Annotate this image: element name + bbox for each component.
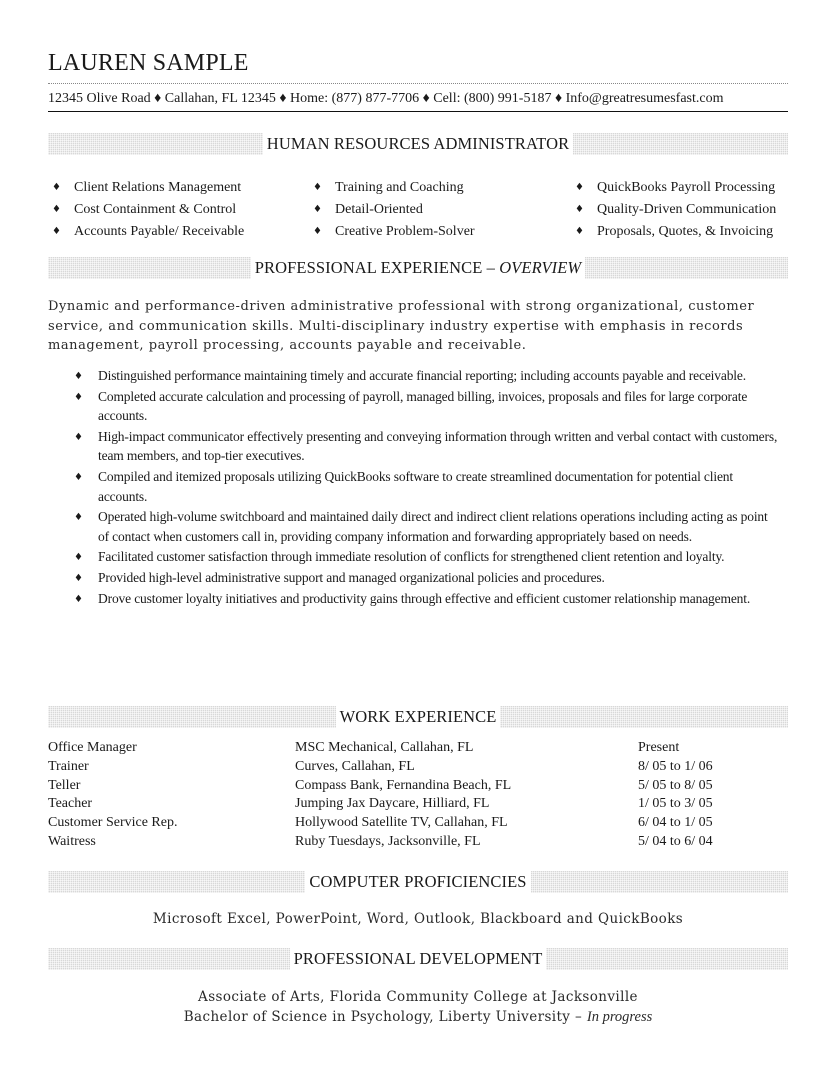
diamond-bullet-icon: ♦ [575,182,584,193]
section-bar-computer [48,871,788,893]
table-row [48,814,788,833]
bullet-text: Drove customer loyalty initiatives and productivity gains through effective and efficient customer relationship management. [98,590,751,606]
skill-item [571,177,821,199]
diamond-bullet-icon: ♦ [74,593,83,605]
diamond-bullet-icon: ♦ [575,204,584,215]
employer: Jumping Jax Daycare, Hilliard, FL [295,796,490,812]
skill-item [48,221,298,243]
candidate-name: LAUREN SAMPLE [48,50,249,76]
table-row [48,758,788,777]
job-title: Teller [48,777,81,793]
dates: 5/ 05 to 8/ 05 [638,777,713,793]
name-divider [48,83,788,84]
contact-line: 12345 Olive Road ♦ Callahan, FL 12345 ♦ Home: (877) 877-7706 ♦ Cell: (800) 991-5187 ♦ Info@greatresumesfast.com [48,91,724,106]
job-title: Waitress [48,833,96,849]
list-item [74,427,778,466]
skill-label: Detail-Oriented [335,202,423,217]
education-status: In progress [586,1009,653,1025]
overview-paragraph: Dynamic and performance-driven administrative professional with strong organizational, customer service, and communication skills. Multi-disciplinary industry expertise with emphasis in records management, payroll processing, accounts payable and receivable. [48,299,755,353]
skill-item [571,221,821,243]
diamond-bullet-icon: ♦ [575,226,584,237]
dates: 6/ 04 to 1/ 05 [638,815,713,831]
bullet-text: Compiled and itemized proposals utilizing QuickBooks software to create streamlined documentation for potential client accounts. [98,468,734,504]
skill-item [309,221,559,243]
bullet-text: High-impact communicator effectively presenting and conveying information through written and verbal contact with customers, team members, and top-tier executives. [98,428,778,464]
employer: Ruby Tuesdays, Jacksonville, FL [295,833,481,849]
dates: Present [638,740,680,755]
skill-item [309,177,559,199]
overview-bullet-list [74,366,778,609]
table-row [48,739,788,758]
skill-label: Proposals, Quotes, & Invoicing [597,224,774,239]
bullet-text: Completed accurate calculation and processing of payroll, managed billing, invoices, proposals and files for large corporate accounts. [98,388,748,424]
list-item [74,467,778,506]
bullet-text: Facilitated customer satisfaction through immediate resolution of conflicts for strengthened client retention and loyalty. [98,549,725,565]
section-heading-overview [251,257,586,279]
skill-item [571,199,821,221]
job-title: Customer Service Rep. [48,815,178,831]
skills-column-3 [571,177,821,243]
overview-heading-italic: OVERVIEW [499,258,582,277]
bullet-text: Operated high-volume switchboard and maintained daily direct and indirect client relations operations including acting as point of contact when customers call in, providing company information and forwarding appropriately based on needs. [98,509,768,544]
skill-label: Cost Containment & Control [74,202,237,217]
skill-item [48,177,298,199]
bullet-text: Distinguished performance maintaining timely and accurate financial reporting; including accounts payable and receivable. [98,368,746,383]
diamond-bullet-icon: ♦ [74,431,83,443]
list-item [74,568,778,588]
section-bar-development [48,948,788,970]
diamond-bullet-icon: ♦ [52,182,61,193]
dates: 1/ 05 to 3/ 05 [638,796,713,812]
skill-label: Quality-Driven Communication [597,202,777,217]
list-item [74,547,778,567]
education-line-1: Associate of Arts, Florida Community College at Jacksonville [198,989,638,1005]
section-heading-development: PROFESSIONAL DEVELOPMENT [290,948,547,970]
section-bar-work [48,706,788,728]
education-line-2 [48,1009,788,1026]
diamond-bullet-icon: ♦ [313,182,322,193]
list-item [74,589,778,609]
contact-divider [48,111,788,112]
computer-skills-line: Microsoft Excel, PowerPoint, Word, Outlook, Blackboard and QuickBooks [152,911,684,927]
skill-label: Training and Coaching [335,180,464,195]
bullet-text: Provided high-level administrative support and managed organizational policies and procedures. [98,569,605,585]
skill-label: Creative Problem-Solver [335,224,475,239]
table-row [48,777,788,796]
job-title: Trainer [48,758,89,774]
diamond-bullet-icon: ♦ [74,371,83,382]
skill-label: QuickBooks Payroll Processing [597,180,776,195]
job-title: Teacher [48,796,93,812]
diamond-bullet-icon: ♦ [52,204,61,215]
list-item [74,366,778,386]
job-title: Office Manager [48,740,137,755]
skill-item [48,199,298,221]
work-experience-table [48,739,788,852]
diamond-bullet-icon: ♦ [313,226,322,237]
dates: 8/ 05 to 1/ 06 [638,758,713,774]
diamond-bullet-icon: ♦ [74,572,83,584]
diamond-bullet-icon: ♦ [74,391,83,403]
section-bar-overview [48,257,788,279]
section-heading-computer: COMPUTER PROFICIENCIES [305,871,530,893]
table-row [48,833,788,852]
education-degree: Bachelor of Science in Psychology, Liberty University – [183,1009,587,1025]
employer: Compass Bank, Fernandina Beach, FL [295,777,512,793]
diamond-bullet-icon: ♦ [74,471,83,483]
skills-column-2 [309,177,559,243]
dates: 5/ 04 to 6/ 04 [638,833,713,849]
skills-column-1 [48,177,298,243]
section-heading-title: HUMAN RESOURCES ADMINISTRATOR [263,133,573,155]
diamond-bullet-icon: ♦ [52,226,61,237]
section-bar-title [48,133,788,155]
employer: Hollywood Satellite TV, Callahan, FL [295,815,508,831]
overview-heading-main: PROFESSIONAL EXPERIENCE – [254,258,500,277]
employer: Curves, Callahan, FL [295,758,415,774]
diamond-bullet-icon: ♦ [74,552,83,564]
skill-label: Client Relations Management [74,180,242,195]
section-heading-work: WORK EXPERIENCE [336,706,501,728]
employer: MSC Mechanical, Callahan, FL [295,740,474,755]
skill-item [309,199,559,221]
list-item [74,507,778,546]
table-row [48,795,788,814]
diamond-bullet-icon: ♦ [74,512,83,524]
skill-label: Accounts Payable/ Receivable [74,224,245,239]
list-item [74,387,778,426]
diamond-bullet-icon: ♦ [313,204,322,215]
